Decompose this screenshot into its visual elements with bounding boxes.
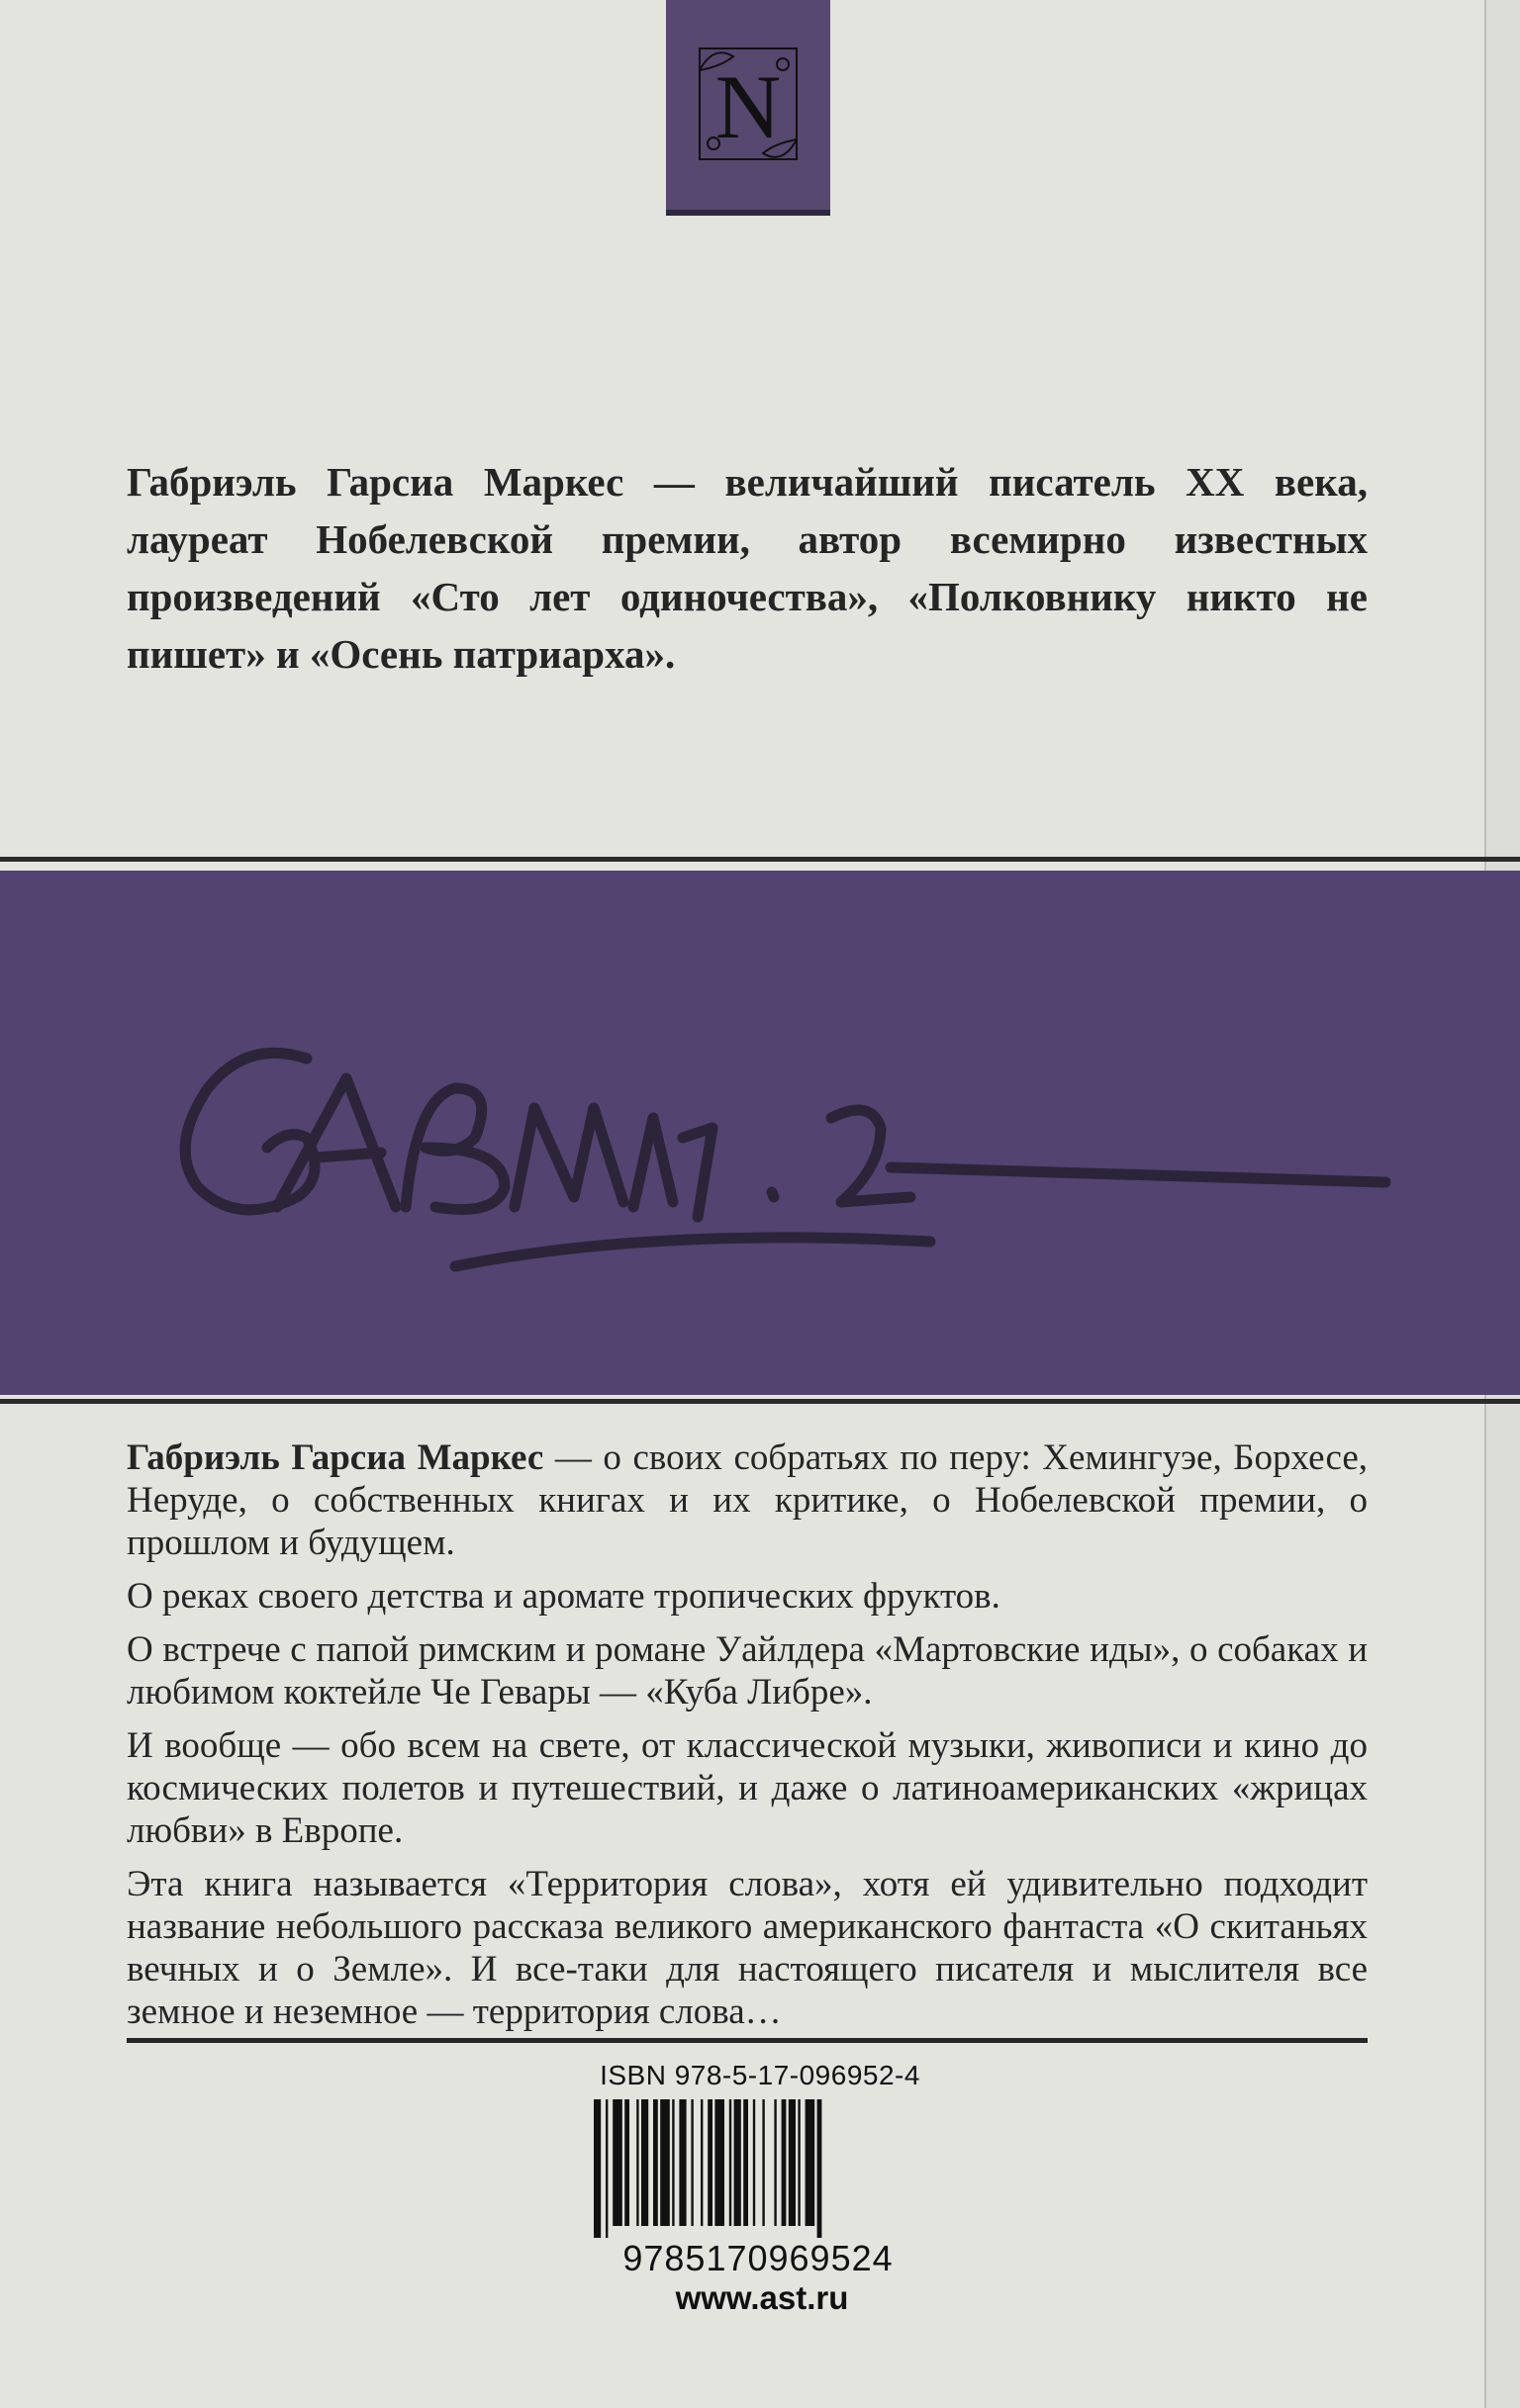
barcode-bar <box>817 2099 822 2238</box>
barcode-bar <box>679 2099 686 2226</box>
band-bottom-rule <box>0 1399 1520 1404</box>
barcode-bar <box>613 2099 622 2226</box>
barcode-bar <box>653 2099 658 2226</box>
author-intro <box>127 453 1368 683</box>
annotation-text <box>127 1436 1368 2044</box>
barcode-bar <box>806 2099 815 2226</box>
annotation-paragraph: О встрече с папой римским и романе Уайлдера «Мартовские иды», о собаках и любимом коктейле Че Гевары — «Куба Либре». <box>127 1629 1368 1713</box>
barcode-bar <box>660 2099 670 2226</box>
isbn-label: ISBN 978-5-17-096952-4 <box>600 2060 920 2090</box>
annotation-p1-text: — о своих собратьях по перу: Хемингуэе, Борхесе, Неруде, о собственных книгах и их критике, о Нобелевской премии, о прошлом и будущем. <box>127 1437 1368 1563</box>
band-top-rule <box>0 857 1520 862</box>
barcode <box>590 2099 926 2238</box>
intro-author: Габриэль Гарсиа Маркес <box>127 459 624 505</box>
barcode-bar <box>734 2099 741 2226</box>
barcode-bar <box>606 2099 608 2238</box>
barcode-bar <box>594 2099 601 2238</box>
barcode-bar <box>774 2099 776 2226</box>
publisher-logo <box>666 0 830 216</box>
barcode-bar <box>743 2099 748 2226</box>
publisher-website: www.ast.ru <box>675 2279 849 2316</box>
annotation-paragraph: О реках своего детства и аромате тропических фруктов. <box>127 1576 1000 1617</box>
barcode-bar <box>691 2099 693 2226</box>
annotation-author: Габриэль Гарсиа Маркес <box>127 1437 544 1478</box>
author-signature <box>158 1019 1405 1316</box>
annotation-paragraph: Эта книга называется «Территория слова», хотя ей удивительно подходит название небольшого рассказа великого американского фантаста «О скитаньях вечных и о Земле». И все-таки для настоящего писателя и мыслителя все земное и неземное — территория слова… <box>127 1864 1368 2032</box>
barcode-number: 9785170969524 <box>622 2238 894 2278</box>
annotation-paragraph <box>127 1436 1368 1564</box>
barcode-bar <box>782 2099 787 2226</box>
barcode-bar <box>789 2099 796 2226</box>
barcode-bar <box>624 2099 629 2226</box>
barcode-bar <box>701 2099 703 2226</box>
annotation-paragraph: И вообще — обо всем на свете, от классической музыки, живописи и кино до космических полетов и путешествий, и даже о латиноамериканских «жрицах любви» в Европе. <box>127 1725 1368 1851</box>
barcode-bar <box>672 2099 674 2226</box>
bottom-rule <box>127 2038 1368 2043</box>
barcode-bar <box>714 2099 724 2226</box>
barcode-bar <box>753 2099 755 2226</box>
barcode-bar <box>708 2099 712 2226</box>
logo-letter: N <box>714 56 782 157</box>
ornamental-n-icon <box>694 41 803 169</box>
barcode-bar <box>729 2099 731 2226</box>
barcode-bar <box>641 2099 648 2226</box>
barcode-bar <box>762 2099 764 2226</box>
intro-text: — величайший писатель XX века, лауреат Нобелевской премии, автор всемирно известных произведений «Сто лет одиночества», «Полковнику никто не пишет» и «Осень патриарха». <box>127 459 1368 677</box>
barcode-bar <box>636 2099 638 2226</box>
barcode-bar <box>798 2099 800 2226</box>
